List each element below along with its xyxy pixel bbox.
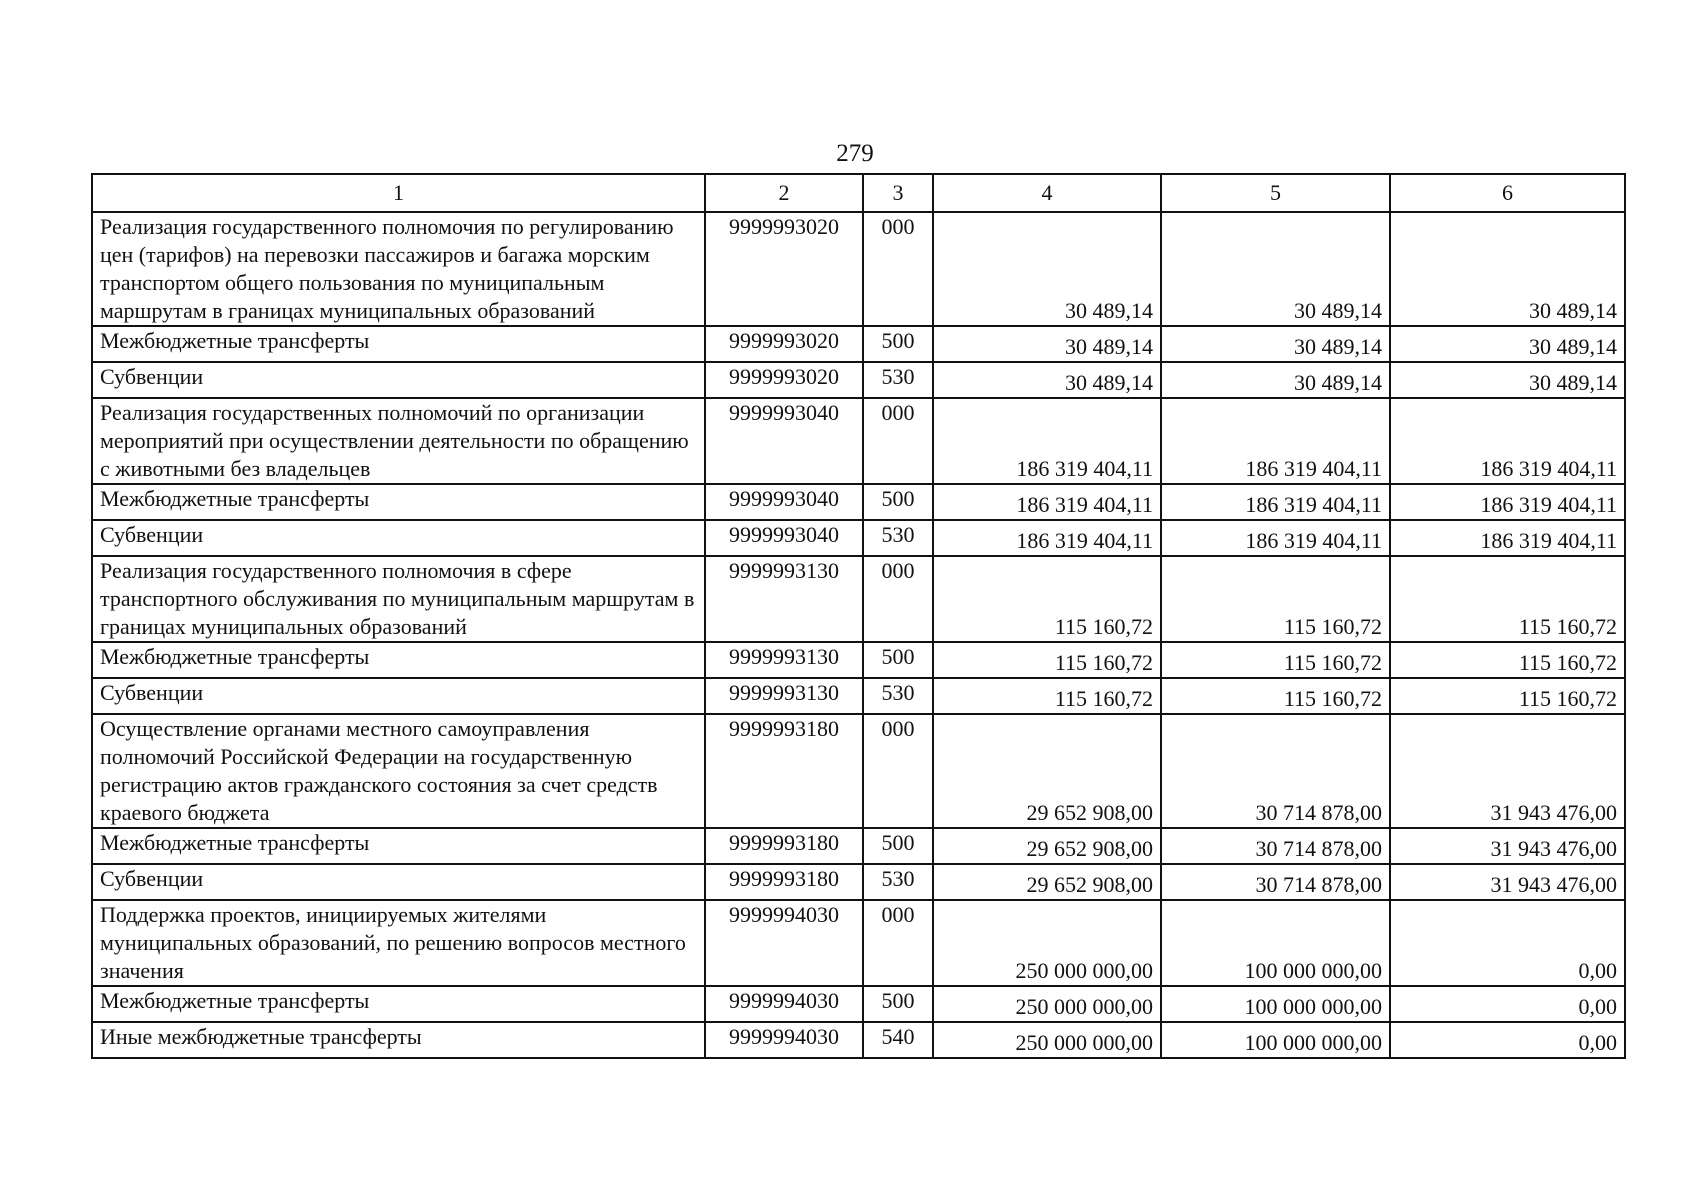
table-row: [92, 986, 1625, 1022]
page-number: 279: [836, 140, 874, 167]
row-value-4: 29 652 908,00: [933, 864, 1161, 900]
row-value-4: 115 160,72: [933, 556, 1161, 642]
row-csr: 9999994030: [705, 1022, 863, 1058]
row-csr: 9999993020: [705, 212, 863, 326]
row-name: Межбюджетные трансферты: [92, 326, 705, 362]
row-name: Реализация государственного полномочия в сфере транспортного обслуживания по муниципальным маршрутам в границах муниципальных образований: [92, 556, 705, 642]
header-col-3: 3: [863, 174, 933, 212]
row-vr: 530: [863, 678, 933, 714]
table-row: [92, 864, 1625, 900]
row-value-6: 31 943 476,00: [1390, 828, 1625, 864]
row-value-6: 115 160,72: [1390, 642, 1625, 678]
row-value-5: 186 319 404,11: [1161, 398, 1390, 484]
row-name: Поддержка проектов, инициируемых жителями муниципальных образований, по решению вопросов местного значения: [92, 900, 705, 986]
row-vr: 500: [863, 326, 933, 362]
table-row: [92, 212, 1625, 326]
table-row: [92, 484, 1625, 520]
row-value-6: 186 319 404,11: [1390, 520, 1625, 556]
row-value-4: 186 319 404,11: [933, 520, 1161, 556]
table-row: [92, 556, 1625, 642]
table-row: [92, 714, 1625, 828]
row-name: Реализация государственных полномочий по организации мероприятий при осуществлении деятельности по обращению с животными без владельцев: [92, 398, 705, 484]
row-csr: 9999993180: [705, 714, 863, 828]
row-value-5: 100 000 000,00: [1161, 900, 1390, 986]
row-vr: 000: [863, 212, 933, 326]
row-csr: 9999994030: [705, 986, 863, 1022]
table-row: [92, 520, 1625, 556]
row-csr: 9999993020: [705, 362, 863, 398]
row-name: Межбюджетные трансферты: [92, 484, 705, 520]
row-name: Реализация государственного полномочия по регулированию цен (тарифов) на перевозки пассажиров и багажа морским транспортом общего пользования по муниципальным маршрутам в границах муниципальных образований: [92, 212, 705, 326]
row-value-5: 115 160,72: [1161, 678, 1390, 714]
row-vr: 500: [863, 484, 933, 520]
row-value-4: 186 319 404,11: [933, 484, 1161, 520]
row-value-4: 30 489,14: [933, 362, 1161, 398]
row-value-4: 30 489,14: [933, 326, 1161, 362]
row-csr: 9999993040: [705, 484, 863, 520]
row-csr: 9999993130: [705, 556, 863, 642]
row-vr: 530: [863, 362, 933, 398]
row-value-5: 186 319 404,11: [1161, 520, 1390, 556]
row-csr: 9999993040: [705, 520, 863, 556]
row-value-5: 30 714 878,00: [1161, 864, 1390, 900]
table-row: [92, 398, 1625, 484]
header-col-4: 4: [933, 174, 1161, 212]
row-csr: 9999993180: [705, 864, 863, 900]
header-row: [92, 174, 1625, 212]
row-vr: 500: [863, 986, 933, 1022]
row-csr: 9999994030: [705, 900, 863, 986]
table-row: [92, 1022, 1625, 1058]
row-value-4: 250 000 000,00: [933, 986, 1161, 1022]
row-value-6: 0,00: [1390, 1022, 1625, 1058]
row-value-5: 186 319 404,11: [1161, 484, 1390, 520]
table-row: [92, 362, 1625, 398]
row-value-6: 115 160,72: [1390, 556, 1625, 642]
row-value-4: 115 160,72: [933, 642, 1161, 678]
row-value-6: 186 319 404,11: [1390, 484, 1625, 520]
row-vr: 000: [863, 556, 933, 642]
header-col-5: 5: [1161, 174, 1390, 212]
row-value-5: 30 489,14: [1161, 362, 1390, 398]
row-csr: 9999993180: [705, 828, 863, 864]
row-vr: 000: [863, 900, 933, 986]
row-value-4: 115 160,72: [933, 678, 1161, 714]
row-vr: 500: [863, 642, 933, 678]
row-name: Иные межбюджетные трансферты: [92, 1022, 705, 1058]
row-value-5: 115 160,72: [1161, 642, 1390, 678]
row-value-6: 186 319 404,11: [1390, 398, 1625, 484]
row-value-6: 30 489,14: [1390, 326, 1625, 362]
row-value-6: 115 160,72: [1390, 678, 1625, 714]
row-name: Межбюджетные трансферты: [92, 986, 705, 1022]
row-csr: 9999993040: [705, 398, 863, 484]
row-name: Осуществление органами местного самоуправления полномочий Российской Федерации на государственную регистрацию актов гражданского состояния за счет средств краевого бюджета: [92, 714, 705, 828]
header-col-1: 1: [92, 174, 705, 212]
table-row: [92, 900, 1625, 986]
row-value-5: 30 489,14: [1161, 326, 1390, 362]
row-name: Межбюджетные трансферты: [92, 828, 705, 864]
table-row: [92, 678, 1625, 714]
row-csr: 9999993130: [705, 642, 863, 678]
row-value-6: 31 943 476,00: [1390, 864, 1625, 900]
row-value-4: 250 000 000,00: [933, 1022, 1161, 1058]
row-value-5: 30 714 878,00: [1161, 828, 1390, 864]
row-value-5: 115 160,72: [1161, 556, 1390, 642]
table-row: [92, 828, 1625, 864]
row-value-6: 0,00: [1390, 986, 1625, 1022]
table-row: [92, 642, 1625, 678]
header-col-6: 6: [1390, 174, 1625, 212]
row-value-5: 30 714 878,00: [1161, 714, 1390, 828]
row-value-4: 29 652 908,00: [933, 714, 1161, 828]
table-row: [92, 326, 1625, 362]
row-value-4: 29 652 908,00: [933, 828, 1161, 864]
row-value-6: 31 943 476,00: [1390, 714, 1625, 828]
row-vr: 000: [863, 714, 933, 828]
row-value-6: 30 489,14: [1390, 212, 1625, 326]
row-csr: 9999993020: [705, 326, 863, 362]
row-value-5: 100 000 000,00: [1161, 986, 1390, 1022]
row-vr: 500: [863, 828, 933, 864]
row-vr: 530: [863, 864, 933, 900]
row-value-6: 0,00: [1390, 900, 1625, 986]
row-name: Субвенции: [92, 520, 705, 556]
row-value-5: 30 489,14: [1161, 212, 1390, 326]
row-value-4: 250 000 000,00: [933, 900, 1161, 986]
row-vr: 540: [863, 1022, 933, 1058]
row-name: Межбюджетные трансферты: [92, 642, 705, 678]
row-value-4: 186 319 404,11: [933, 398, 1161, 484]
row-name: Субвенции: [92, 362, 705, 398]
row-vr: 000: [863, 398, 933, 484]
budget-table: [91, 173, 1626, 1059]
row-name: Субвенции: [92, 864, 705, 900]
row-value-4: 30 489,14: [933, 212, 1161, 326]
row-vr: 530: [863, 520, 933, 556]
header-col-2: 2: [705, 174, 863, 212]
row-name: Субвенции: [92, 678, 705, 714]
row-csr: 9999993130: [705, 678, 863, 714]
row-value-5: 100 000 000,00: [1161, 1022, 1390, 1058]
row-value-6: 30 489,14: [1390, 362, 1625, 398]
